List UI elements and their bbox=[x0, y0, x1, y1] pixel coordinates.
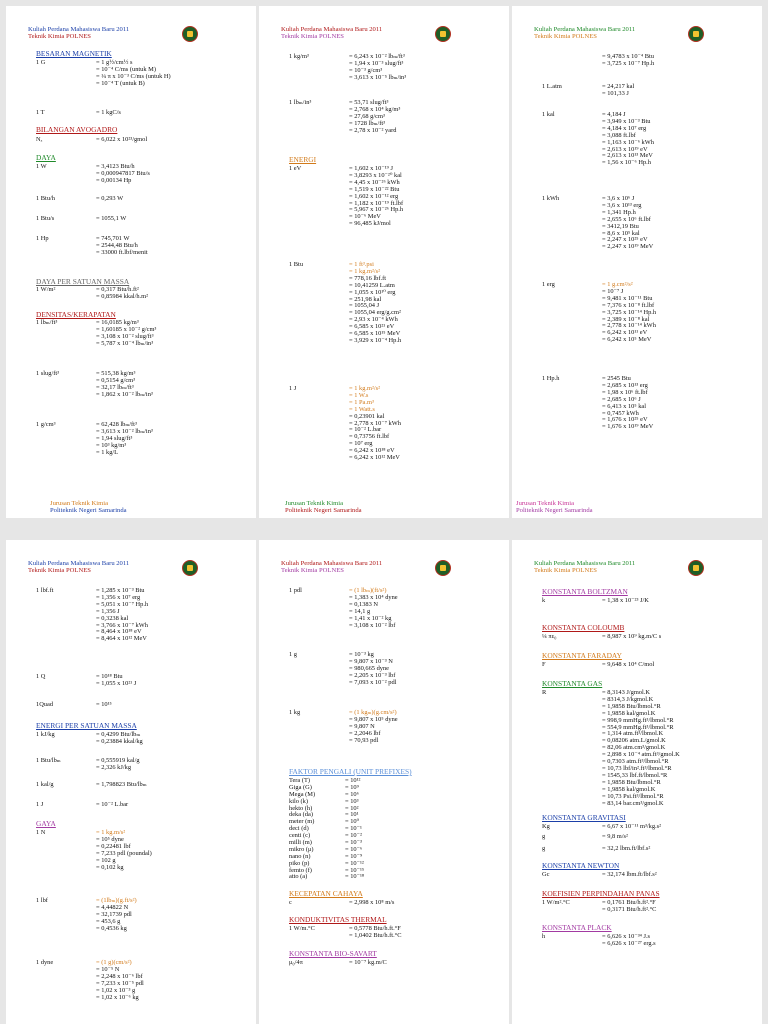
section-title: ENERGI PER SATUAN MASSA bbox=[36, 721, 137, 730]
prefix-name: Mega (M) bbox=[289, 790, 316, 798]
prefix-name: meter (m) bbox=[289, 818, 315, 826]
section-title: DAYA bbox=[36, 153, 56, 162]
prefix-name: centi (c) bbox=[289, 832, 311, 840]
section-title: BILANGAN AVOGADRO bbox=[36, 125, 118, 134]
section-title: KONSTANTA PLACK bbox=[542, 923, 612, 932]
section-title: BESARAN MAGNETIK bbox=[36, 49, 112, 58]
footer-line2: Politeknik Negeri Samarinda bbox=[50, 507, 127, 515]
header-title: Kuliah Perdana Mahasiswa Baru 2011 bbox=[28, 560, 130, 567]
section-title: KONDUKTIVITAS THERMAL bbox=[289, 915, 387, 924]
polnes-logo-icon bbox=[688, 558, 706, 578]
footer-line2: Politeknik Negeri Samarinda bbox=[516, 507, 593, 515]
footer-line1: Jurusan Teknik Kimia bbox=[285, 500, 344, 507]
gas-constant-value: = 1,9858 Btu/lbmol.°R bbox=[602, 702, 661, 710]
prefix-name: deci (d) bbox=[289, 825, 309, 833]
footer-line1: Jurusan Teknik Kimia bbox=[516, 500, 575, 507]
header-subtitle: Teknik Kimia POLNES bbox=[28, 567, 91, 575]
section-title: KONSTANTA BOLTZMAN bbox=[542, 587, 628, 596]
gas-constant-value: = 8314,3 J/kgmol.K bbox=[602, 695, 654, 703]
header-title: Kuliah Perdana Mahasiswa Baru 2011 bbox=[534, 26, 636, 33]
prefix-name: mikro (μ) bbox=[289, 845, 314, 853]
slide-page-5: Kuliah Perdana Mahasiswa Baru 2011 Teknik Kimia POLNES 1 pdl = (1 lbₘ)(ft/s²) = 1,383 x 10⁴ dyne = 0,1383 N = 14,1 g = 1,41 x 10⁻² kg = 3,108 x 10⁻² lbf 1 g = 10⁻³ kg = 9,807 x 10⁻³ N = 980,665 dyne = 2,205 x 10⁻³ lbf = 7,093 x 10⁻² pdl 1 kg = (1 kgₘ)(g.cm/s²) = 9,807 x 10⁵ dyne = 9,807 N = 2,2046 lbf = 70,93 pdl FAKTOR PENGALI (UNIT PREFIXES) Tera (T) = 10¹² Giga (G) = 10⁹ Mega (M) = 10⁶ kilo (k) = 10³ hekto (h) = 10² deka (da) = 10¹ meter (m) = 10⁰ deci (d) = 10⁻¹ centi (c) = 10⁻² milli (m) = 10⁻³ mikro (μ) = 10⁻⁶ nano (n) = 10⁻⁹ piko (p) = 10⁻¹² femto (f) = 10⁻¹⁵ atto (a) = 10⁻¹⁸ KECEPATAN CAHAYA c = 2,998 x 10⁸ m/s KONDUKTIVITAS THERMAL 1 W/m.°C = 0,5778 Btu/h.ft.°F = 1,0402 Btu/h.ft.°C KONSTANTA BIO-SAVART μ₀/4π = 10⁻⁷ kg.m/C bbox=[259, 540, 509, 1024]
gas-constant-value: = 554,9 mmHg.ft³/lbmol.°R bbox=[602, 723, 674, 731]
prefix-value: = 10⁻¹² bbox=[345, 859, 364, 867]
prefix-name: atto (a) bbox=[289, 873, 308, 881]
prefix-row bbox=[289, 874, 409, 881]
prefix-name: milli (m) bbox=[289, 839, 312, 847]
gas-constant-value: = 1,314 atm.ft³/lbmol.K bbox=[602, 730, 664, 738]
prefix-value: = 10⁻² bbox=[345, 832, 362, 840]
header-title: Kuliah Perdana Mahasiswa Baru 2011 bbox=[281, 26, 383, 33]
slide-header bbox=[281, 560, 382, 574]
section-title: ENERGI bbox=[289, 155, 317, 164]
prefix-name: nano (n) bbox=[289, 852, 311, 860]
prefix-value: = 10⁻¹⁸ bbox=[345, 873, 365, 881]
prefix-table bbox=[289, 778, 409, 881]
prefix-value: = 10² bbox=[345, 804, 359, 812]
gas-constant-value: = 0,7303 atm.ft³/lbmol.°R bbox=[602, 758, 669, 766]
gas-constant-value: = 82,06 atm.cm³/gmol.K bbox=[602, 744, 666, 752]
slide-page-2: Kuliah Perdana Mahasiswa Baru 2011 Teknik Kimia POLNES 1 kg/m³ = 6,243 x 10⁻² lbₘ/ft³ = 1,94 x 10⁻³ slug/ft³ = 10⁻³ g/cm³ = 3,613 x 10⁻⁵ lbₘ/in³ 1 lbₘ/in³ = 53,71 slug/ft³ = 2,768 x 10⁴ kg/m³ = 27,68 g/cm³ = 1728 lbₘ/ft³ = 2,78 x 10⁻² yard ENERGI 1 eV = 1,602 x 10⁻¹⁹ J = 3,8293 x 10⁻²⁰ kal = 4,45 x 10⁻²⁶ kWh = 1,519 x 10⁻²² Btu = 1,602 x 10⁻¹² erg = 1,182 x 10⁻¹⁹ ft.lbf = 5,967 x 10⁻²⁶ Hp.h = 10⁻⁶ MeV = 96,485 kJ/mol 1 Btu = 1 ft³.psi = 1 kg.m²/s² = 778,16 lbf.ft = 10,41259 L.atm = 1,055 x 10¹⁰ erg = 251,98 kal = 1055,04 J = 1055,04 erg/g.cm² = 2,93 x 10⁻⁴ kWh = 6,585 x 10²¹ eV = 6,585 x 10¹⁵ MeV = 3,929 x 10⁻⁴ Hp.h 1 J = 1 kg.m²/s² = 1 W.s = 1 Pa.m³ = 1 Watt.s = 0,23901 kal = 2,778 x 10⁻⁷ kWh = 10⁻² L.bar = 0,73756 ft.lbf = 10⁷ erg = 6,242 x 10¹⁸ eV = 6,242 x 10¹² MeV bbox=[259, 6, 509, 518]
section-title: KONSTANTA BIO-SAVART bbox=[289, 949, 377, 958]
prefix-value: = 10⁹ bbox=[345, 783, 359, 791]
polnes-logo-icon bbox=[182, 558, 200, 578]
prefix-value: = 10³ bbox=[345, 797, 359, 805]
polnes-logo-icon bbox=[435, 24, 453, 44]
section-title: KONSTANTA GAS bbox=[542, 679, 603, 688]
section-title: KOEFISIEN PERPINDAHAN PANAS bbox=[542, 889, 660, 898]
gas-constant-value: = 83,14 bar.cm³/gmol.K bbox=[602, 799, 664, 807]
section-title: GAYA bbox=[36, 819, 56, 828]
prefix-value: = 10⁻⁶ bbox=[345, 845, 363, 853]
gas-constant-value: = 1,9858 kal/gmol.K bbox=[602, 785, 656, 793]
section-title: KECEPATAN CAHAYA bbox=[289, 889, 363, 898]
slide-page-4: Kuliah Perdana Mahasiswa Baru 2011 Teknik Kimia POLNES 1 lbf.ft = 1,285 x 10⁻³ Btu = 1,356 x 10⁷ erg = 5,051 x 10⁻⁷ Hp.h = 1,356 J = 0,3238 kal = 3,766 x 10⁻⁷ kWh = 8,464 x 10¹⁸ eV = 8,464 x 10¹² MeV 1 Q = 10¹⁸ Btu = 1,055 x 10²¹ J 1Quad = 10¹⁵ ENERGI PER SATUAN MASSA 1 kJ/kg = 0,4299 Btu/lbₘ = 0,23884 kkal/kg 1 Btu/lbₘ = 0,555919 kal/g = 2,326 kJ/kg 1 kal/g = 1,798823 Btu/lbₘ 1 J = 10⁻² L.bar GAYA 1 N = 1 kg.m/s² = 10⁵ dyne = 0,22481 lbf = 7,233 pdl (poundal) = 102 g = 0,102 kg 1 lbf = (1lbₘ)(g.ft/s²) = 4,44822 N = 32,1739 pdl = 453,6 g = 0,4536 kg 1 dyne = (1 g)(cm/s²) = 10⁻⁵ N = 2,248 x 10⁻⁶ lbf = 7,233 x 10⁻⁵ pdl = 1,02 x 10⁻³ g = 1,02 x 10⁻⁶ kg bbox=[6, 540, 256, 1024]
slide-footer bbox=[50, 500, 127, 515]
slide-header bbox=[28, 560, 129, 574]
prefix-name: femto (f) bbox=[289, 866, 312, 874]
gas-constant-value: = 1,9858 kal/gmol.K bbox=[602, 709, 656, 717]
slide-footer bbox=[285, 500, 362, 515]
prefix-value: = 10⁻¹⁵ bbox=[345, 866, 365, 874]
header-subtitle: Teknik Kimia POLNES bbox=[281, 33, 344, 41]
header-subtitle: Teknik Kimia POLNES bbox=[281, 567, 344, 575]
section-title: KONSTANTA NEWTON bbox=[542, 861, 620, 870]
prefix-value: = 10⁰ bbox=[345, 818, 360, 826]
prefix-value: = 10⁻⁹ bbox=[345, 852, 363, 860]
prefix-value: = 10⁶ bbox=[345, 790, 359, 798]
section-title: DAYA PER SATUAN MASSA bbox=[36, 277, 130, 286]
header-title: Kuliah Perdana Mahasiswa Baru 2011 bbox=[28, 26, 130, 33]
gas-constant-value: = 0,08206 atm.L/gmol.K bbox=[602, 737, 666, 745]
slide-header bbox=[534, 560, 635, 574]
slide-header bbox=[534, 26, 635, 40]
section-title: FAKTOR PENGALI (UNIT PREFIXES) bbox=[289, 767, 412, 776]
prefix-name: Tera (T) bbox=[289, 777, 311, 784]
prefix-name: kilo (k) bbox=[289, 797, 308, 805]
polnes-logo-icon bbox=[688, 24, 706, 44]
prefix-value: = 10¹² bbox=[345, 777, 361, 784]
slide-page-6: Kuliah Perdana Mahasiswa Baru 2011 Teknik Kimia POLNES KONSTANTA BOLTZMAN k = 1,38 x 10⁻²³ J/K KONSTANTA COLOUMB ¼ πε₀ = 8,987 x 10⁹ kg.m/C s KONSTANTA FARADAY F = 9,648 x 10⁴ C/mol KONSTANTA GAS R = 8,3143 J/gmol.K = 8314,3 J/kgmol.K = 1,9858 Btu/lbmol.°R = 1,9858 kal/gmol.K = 998,9 mmHg.ft³/lbmol.°R = 554,9 mmHg.ft³/lbmol.°R = 1,314 atm.ft³/lbmol.K = 0,08206 atm.L/gmol.K = 82,06 atm.cm³/gmol.K = 2,898 x 10⁻⁴ atm.ft³/gmol.K = 0,7303 atm.ft³/lbmol.°R = 10,73 lbf/in².ft³/lbmol.°R = 1545,33 lbf.ft/lbmol.°R = 1,9858 Btu/lbmol.°R = 1,9858 kal/gmol.K = 10,73 Psi.ft³/lbmol.°R = 83,14 bar.cm³/gmol.K KONSTANTA GRAVITASI Kg = 6,67 x 10⁻¹¹ m³/kg.s² g = 9,8 m/s² g = 32,2 lbm.ft/lbf.s² KONSTANTA NEWTON Gc = 32,174 lbm.ft/lbf.s² KOEFISIEN PERPINDAHAN PANAS 1 W/m².°C = 0,1761 Btu/h.ft².°F = 0,3171 Btu/h.ft².°C KONSTANTA PLACK h = 6,626 x 10⁻³⁴ J.s = 6,626 x 10⁻²⁷ erg.s bbox=[512, 540, 762, 1024]
gas-constant-value: = 2,898 x 10⁻⁴ atm.ft³/gmol.K bbox=[602, 751, 680, 759]
gas-constant-value: = 10,73 lbf/in².ft³/lbmol.°R bbox=[602, 764, 672, 772]
header-title: Kuliah Perdana Mahasiswa Baru 2011 bbox=[281, 560, 383, 567]
header-subtitle: Teknik Kimia POLNES bbox=[534, 567, 597, 575]
header-subtitle: Teknik Kimia POLNES bbox=[28, 33, 91, 41]
prefix-value: = 10⁻³ bbox=[345, 839, 362, 847]
prefix-name: hekto (h) bbox=[289, 804, 313, 812]
gas-constant-value: = 1,9858 Btu/lbmol.°R bbox=[602, 778, 661, 786]
footer-line2: Politeknik Negeri Samarinda bbox=[285, 507, 362, 515]
header-subtitle: Teknik Kimia POLNES bbox=[534, 33, 597, 41]
slide-page-1: Kuliah Perdana Mahasiswa Baru 2011 Teknik Kimia POLNES BESARAN MAGNETIK 1 G = 1 g½/cm½ s = 10⁻⁴ C/ms (untuk M) = ¼ π x 10⁻³ C/ms (untuk H) = 10⁻⁴ T (untuk B) 1 T = 1 kgC/s BILANGAN AVOGADRO Nₐ = 6,022 x 10²³/gmol DAYA 1 W = 3,4123 Btu/h = 0,000947817 Btu/s = 0,00134 Hp 1 Btu/h = 0,293 W 1 Btu/s = 1055,1 W 1 Hp = 745,701 W = 2544,48 Btu/h = 33000 ft.lbf/menit DAYA PER SATUAN MASSA 1 W/m² = 0,317 Btu/h.ft² = 0,85984 kkal/h.m² DENSITAS/KERAPATAN 1 lbₘ/ft³ = 16,0185 kg/m³ = 1,60185 x 10⁻² g/cm³ = 3,108 x 10⁻² slug/ft³ = 5,787 x 10⁻⁴ lbₘ/in³ 1 slug/ft³ = 515,38 kg/m³ = 0,5154 g/cm³ = 32,17 lbₘ/ft³ = 1,862 x 10⁻² lbₘ/in³ 1 g/cm³ = 62,428 lbₘ/ft³ = 3,613 x 10⁻² lbₘ/in³ = 1,94 slug/ft³ = 10³ kg/m³ = 1 kg/L bbox=[6, 6, 256, 518]
polnes-logo-icon bbox=[435, 558, 453, 578]
gas-constant-value: = 1545,33 lbf.ft/lbmol.°R bbox=[602, 771, 668, 779]
slide-page-3: Kuliah Perdana Mahasiswa Baru 2011 Teknik Kimia POLNES = 9,4783 x 10⁻⁴ Btu = 3,725 x 10⁻⁷ Hp.h 1 L.atm = 24,217 kal = 101,33 J 1 kal = 4,184 J = 3,949 x 10⁻³ Btu = 4,184 x 10⁷ erg = 3,088 ft.lbf = 1,163 x 10⁻⁶ kWh = 2,613 x 10¹⁹ eV = 2,613 x 10¹³ MeV = 1,56 x 10⁻⁶ Hp.h 1 kWh = 3,6 x 10⁶ J = 3,6 x 10¹³ erg = 1,341 Hp.h = 2,655 x 10⁶ ft.lbf = 3412,19 Btu = 8,6 x 10⁵ kal = 2,247 x 10²⁵ eV = 2,247 x 10¹⁹ MeV 1 erg = 1 g.cm²/s² = 10⁻⁷ J = 9,481 x 10⁻¹¹ Btu = 7,376 x 10⁻⁸ ft.lbf = 3,725 x 10⁻¹⁴ Hp.h = 2,389 x 10⁻⁸ kal = 2,778 x 10⁻¹⁴ kWh = 6,242 x 10¹¹ eV = 6,242 x 10⁵ MeV 1 Hp.h = 2545 Btu = 2,685 x 10¹³ erg = 1,98 x 10⁶ ft.lbf = 2,685 x 10⁶ J = 6,413 x 10⁵ kal = 0,7457 kWh = 1,676 x 10²⁵ eV = 1,676 x 10¹⁹ MeV bbox=[512, 6, 762, 518]
gas-constant-value: = 10,73 Psi.ft³/lbmol.°R bbox=[602, 792, 664, 800]
prefix-name: piko (p) bbox=[289, 859, 310, 867]
slide-header bbox=[28, 26, 129, 40]
gas-constant-value: = 8,3143 J/gmol.K bbox=[602, 689, 650, 696]
slide-header bbox=[281, 26, 382, 40]
section-title: KONSTANTA COLOUMB bbox=[542, 623, 625, 632]
section-title: DENSITAS/KERAPATAN bbox=[36, 310, 116, 319]
slide-footer bbox=[516, 500, 593, 515]
gas-constant-value: = 998,9 mmHg.ft³/lbmol.°R bbox=[602, 716, 674, 724]
header-title: Kuliah Perdana Mahasiswa Baru 2011 bbox=[534, 560, 636, 567]
prefix-name: Giga (G) bbox=[289, 783, 312, 791]
polnes-logo-icon bbox=[182, 24, 200, 44]
footer-line1: Jurusan Teknik Kimia bbox=[50, 500, 109, 507]
prefix-value: = 10¹ bbox=[345, 811, 359, 819]
section-title: KONSTANTA FARADAY bbox=[542, 651, 622, 660]
prefix-name: deka (da) bbox=[289, 811, 313, 819]
prefix-value: = 10⁻¹ bbox=[345, 825, 362, 833]
section-title: KONSTANTA GRAVITASI bbox=[542, 813, 626, 822]
